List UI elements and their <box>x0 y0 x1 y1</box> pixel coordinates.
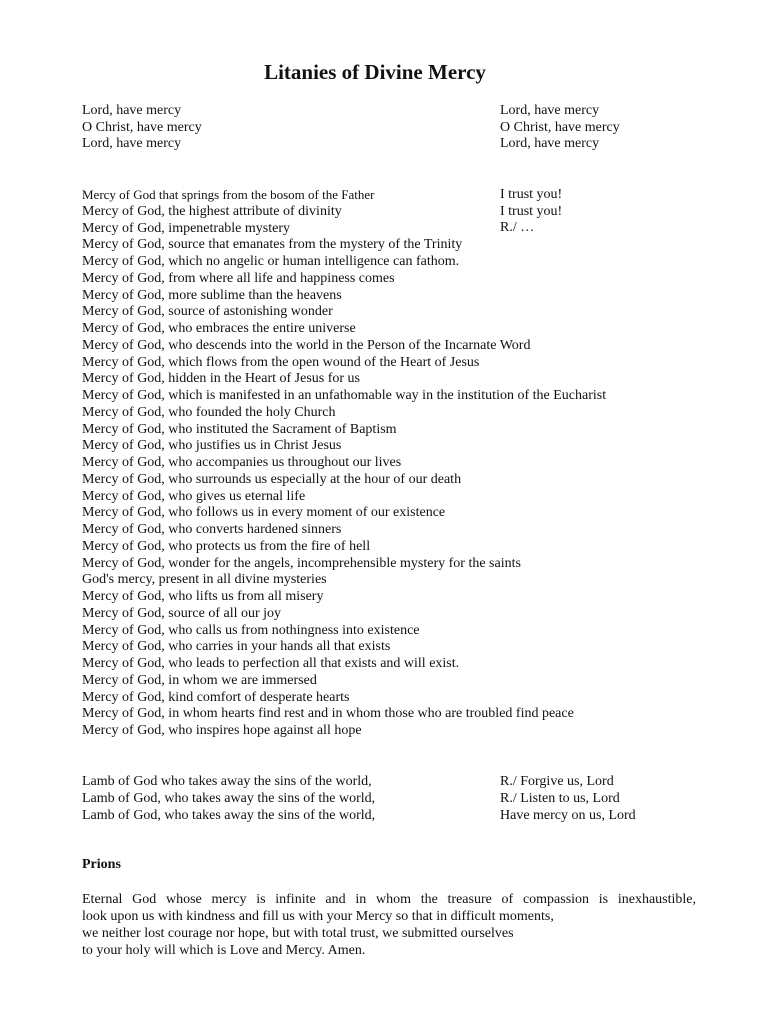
agnus-left-3: Lamb of God, who takes away the sins of the world, <box>82 808 376 823</box>
kyrie-right-1: Lord, have mercy <box>500 103 600 118</box>
agnus-right-1: R./ Forgive us, Lord <box>500 774 614 789</box>
invocation-line: Mercy of God, who converts hardened sinners <box>82 522 342 537</box>
response-3: R./ … <box>500 220 535 235</box>
prayer-line: Eternal God whose mercy is infinite and in whom the treasure of compassion is inexhaustible, <box>82 892 696 907</box>
invocation-line: Mercy of God, who justifies us in Christ Jesus <box>82 438 342 454</box>
invocation-line: Mercy of God, who protects us from the fire of hell <box>82 538 371 554</box>
invocation-line: Mercy of God, which is manifested in an unfathomable way in the institution of the Eucharist <box>82 388 607 403</box>
invocation-line: Mercy of God, who carries in your hands all that exists <box>82 639 391 655</box>
invocation-line: Mercy of God, which no angelic or human intelligence can fathom. <box>82 254 460 269</box>
agnus-right-2: R./ Listen to us, Lord <box>500 791 620 806</box>
kyrie-right-3: Lord, have mercy <box>500 136 600 151</box>
invocation-line: Mercy of God, who descends into the world in the Person of the Incarnate Word <box>82 337 531 353</box>
invocation-line: Mercy of God, which flows from the open wound of the Heart of Jesus <box>82 354 480 370</box>
invocation-line: Mercy of God, who calls us from nothingness into existence <box>82 622 420 638</box>
prayer-heading: Prions <box>82 857 121 872</box>
kyrie-left-1: Lord, have mercy <box>82 103 182 118</box>
invocation-line: Mercy of God, who leads to perfection all that exists and will exist. <box>82 656 460 671</box>
invocation-line: Mercy of God, who gives us eternal life <box>82 488 306 504</box>
response-1: I trust you! <box>500 187 563 202</box>
invocation-line: Mercy of God, who lifts us from all misery <box>82 589 324 604</box>
invocation-line: Mercy of God, who surrounds us especially at the hour of our death <box>82 471 462 487</box>
agnus-left-1: Lamb of God who takes away the sins of the world, <box>82 774 372 789</box>
invocation-line: Mercy of God, who accompanies us throughout our lives <box>82 455 402 470</box>
invocation-line: Mercy of God, impenetrable mystery <box>82 220 290 236</box>
invocation-line: Mercy of God, source of all our joy <box>82 605 282 621</box>
invocation-line: Mercy of God, kind comfort of desperate hearts <box>82 689 350 705</box>
invocation-line: Mercy of God, from where all life and happiness comes <box>82 270 395 286</box>
page-title: Litanies of Divine Mercy <box>264 60 486 84</box>
invocation-line: Mercy of God, wonder for the angels, incomprehensible mystery for the saints <box>82 555 521 571</box>
agnus-right-3: Have mercy on us, Lord <box>500 808 636 823</box>
closing-prayer <box>82 891 696 959</box>
invocation-line: Mercy of God, in whom we are immersed <box>82 672 317 688</box>
invocation-line: Mercy of God, the highest attribute of divinity <box>82 203 342 219</box>
kyrie-left-3: Lord, have mercy <box>82 136 182 151</box>
kyrie-right-2: O Christ, have mercy <box>500 120 620 135</box>
agnus-left-2: Lamb of God, who takes away the sins of the world, <box>82 791 376 806</box>
invocation-line: Mercy of God, who inspires hope against all hope <box>82 723 362 738</box>
invocation-line: Mercy of God, who embraces the entire universe <box>82 321 356 336</box>
kyrie-left-2: O Christ, have mercy <box>82 120 202 135</box>
invocation-line: Mercy of God, who instituted the Sacrament of Baptism <box>82 421 397 437</box>
invocation-line: Mercy of God that springs from the bosom of the Father <box>82 187 375 202</box>
invocation-line: Mercy of God, source that emanates from the mystery of the Trinity <box>82 237 463 253</box>
response-2: I trust you! <box>500 204 563 219</box>
invocation-line: Mercy of God, in whom hearts find rest and in whom those who are troubled find peace <box>82 706 574 722</box>
prayer-line: we neither lost courage nor hope, but with total trust, we submitted ourselves <box>82 926 514 941</box>
invocation-line: Mercy of God, hidden in the Heart of Jesus for us <box>82 371 360 387</box>
invocation-line: Mercy of God, who founded the holy Church <box>82 404 336 420</box>
invocation-line: Mercy of God, source of astonishing wonder <box>82 304 333 320</box>
invocation-line: Mercy of God, who follows us in every moment of our existence <box>82 505 446 521</box>
prayer-line: look upon us with kindness and fill us with your Mercy so that in difficult moments, <box>82 909 554 924</box>
invocation-line: God's mercy, present in all divine mysteries <box>82 572 327 588</box>
prayer-line: to your holy will which is Love and Mercy. Amen. <box>82 943 366 958</box>
invocation-line: Mercy of God, more sublime than the heavens <box>82 287 342 303</box>
